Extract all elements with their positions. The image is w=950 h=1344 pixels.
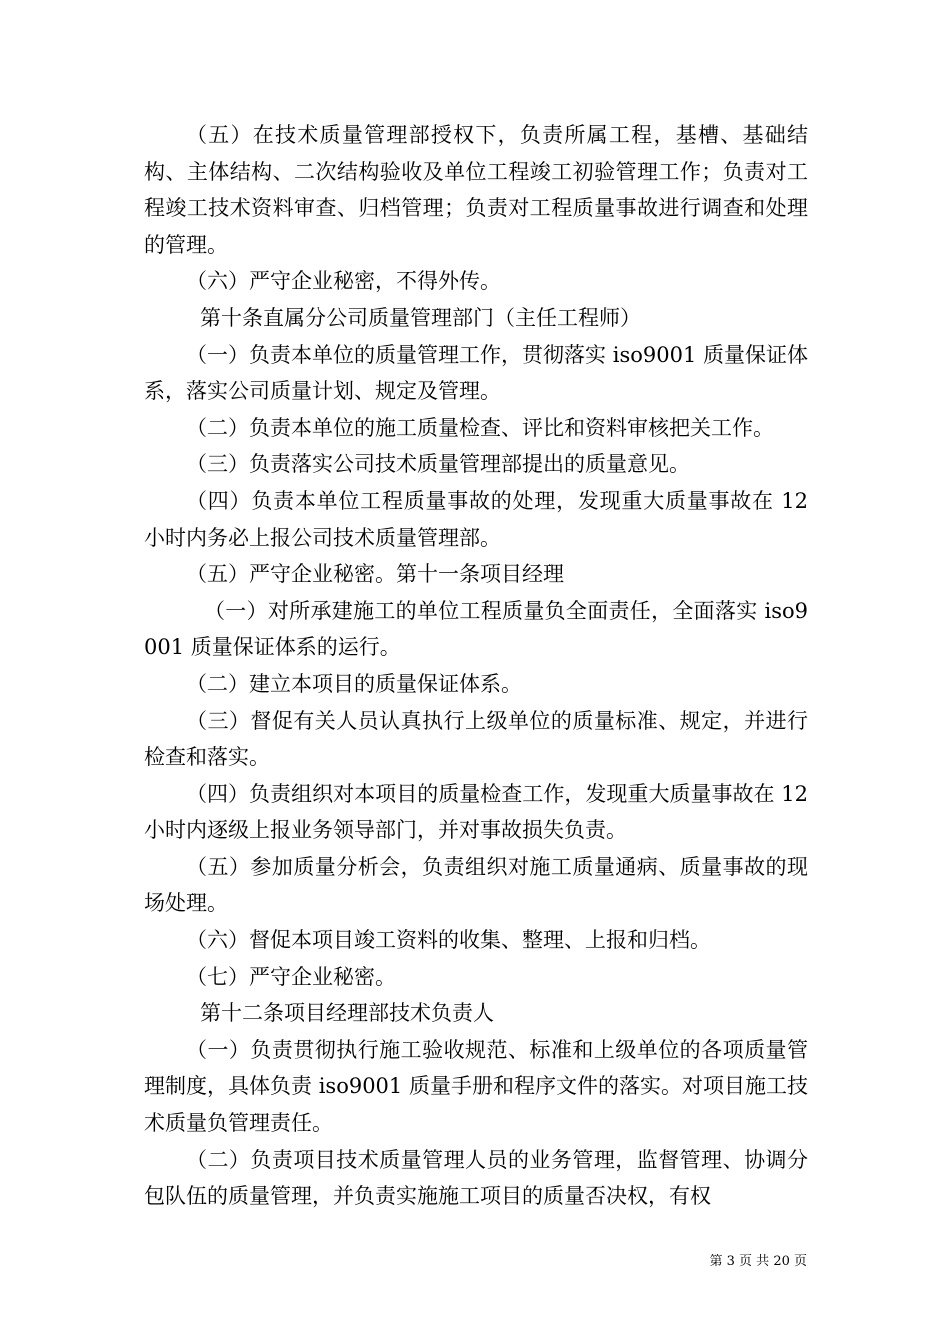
article-10-item-2: （二）负责本单位的施工质量检查、评比和资料审核把关工作。 (186, 415, 774, 440)
article-11-item-5: （五）参加质量分析会，负责组织对施工质量通病、质量事故的现场处理。 (144, 854, 808, 916)
paragraph-6-confidential: （六）严守企业秘密，不得外传。 (186, 269, 501, 294)
page-number-footer: 第 3 页 共 20 页 (709, 1254, 807, 1269)
article-10-item-4: （四）负责本单位工程质量事故的处理，发现重大质量事故在 12 小时内务必上报公司技术质量管理部。 (144, 488, 808, 550)
article-11-item-7: （七）严守企业秘密。 (186, 964, 396, 989)
article-10-item-5-and-article-11-heading: （五）严守企业秘密。第十一条项目经理 (186, 562, 564, 587)
article-11-item-4: （四）负责组织对本项目的质量检查工作，发现重大质量事故在 12 小时内逐级上报业务领导部门，并对事故损失负责。 (144, 781, 808, 843)
article-11-item-1: （一）对所承建施工的单位工程质量负全面责任，全面落实 iso9001 质量保证体系的运行。 (144, 598, 808, 660)
article-10-item-1: （一）负责本单位的质量管理工作，贯彻落实 iso9001 质量保证体系，落实公司质量计划、规定及管理。 (144, 342, 808, 404)
article-12-item-2: （二）负责项目技术质量管理人员的业务管理，监督管理、协调分包队伍的质量管理，并负责实施施工项目的质量否决权，有权 (144, 1147, 808, 1209)
article-10-item-3: （三）负责落实公司技术质量管理部提出的质量意见。 (186, 452, 690, 477)
article-11-item-3: （三）督促有关人员认真执行上级单位的质量标准、规定，并进行检查和落实。 (144, 708, 808, 770)
article-11-item-6: （六）督促本项目竣工资料的收集、整理、上报和归档。 (186, 928, 711, 953)
article-11-item-2: （二）建立本项目的质量保证体系。 (186, 671, 522, 696)
article-12-item-1: （一）负责贯彻执行施工验收规范、标准和上级单位的各项质量管理制度，具体负责 iso9001 质量手册和程序文件的落实。对项目施工技术质量负管理责任。 (144, 1037, 808, 1136)
paragraph-5-acceptance: （五）在技术质量管理部授权下，负责所属工程，基槽、基础结构、主体结构、二次结构验收及单位工程竣工初验管理工作；负责对工程竣工技术资料审查、归档管理；负责对工程质量事故进行调查和处理的管理。 (144, 123, 808, 257)
document-body (144, 117, 808, 1215)
article-10-heading: 第十条直属分公司质量管理部门（主任工程师） (200, 305, 641, 330)
article-12-heading: 第十二条项目经理部技术负责人 (200, 1001, 494, 1026)
